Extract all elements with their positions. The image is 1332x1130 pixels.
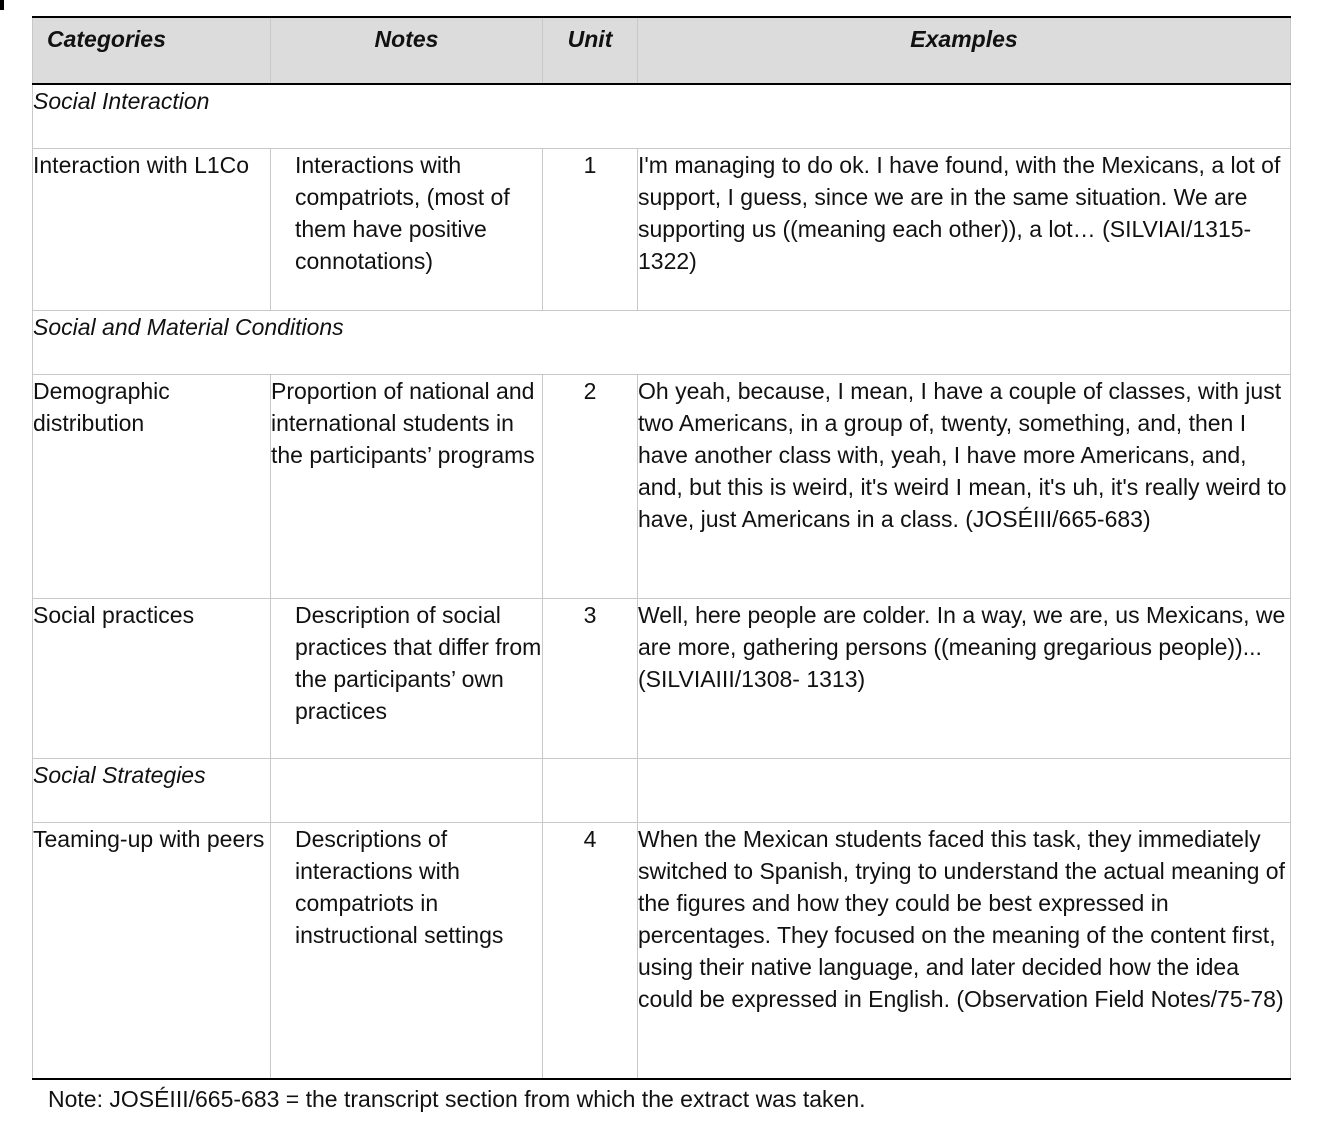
empty-cell	[271, 758, 543, 822]
example-cell: When the Mexican students faced this task, they immediately switched to Spanish, trying to understand the actual meaning of the figures and how they could be best expressed in percentages. They focused on the meaning of the content first, using their native language, and later decided how the idea could be expressed in English. (Observation Field Notes/75-78)	[638, 822, 1291, 1079]
table-row	[33, 822, 1291, 1079]
example-cell: Well, here people are colder. In a way, we are, us Mexicans, we are more, gathering persons ((meaning gregarious people))... (SILVIAIII/1308- 1313)	[638, 598, 1291, 758]
section-row-social-interaction	[33, 84, 1291, 148]
table-row	[33, 374, 1291, 598]
notes-cell: Proportion of national and international students in the participants’ programs	[271, 374, 543, 598]
category-cell: Demographic distribution	[33, 374, 271, 598]
category-cell: Interaction with L1Co	[33, 148, 271, 310]
notes-cell: Interactions with compatriots, (most of them have positive connotations)	[271, 148, 543, 310]
section-title: Social Interaction	[33, 84, 1291, 148]
header-notes: Notes	[271, 17, 543, 84]
empty-cell	[543, 758, 638, 822]
unit-cell: 1	[543, 148, 638, 310]
header-unit: Unit	[543, 17, 638, 84]
unit-cell: 3	[543, 598, 638, 758]
example-cell: Oh yeah, because, I mean, I have a couple of classes, with just two Americans, in a group of, twenty, something, and, then I have another class with, yeah, I have more Americans, and, and, but this is weird, it's weird I mean, it's uh, it's really weird to have, just Americans in a class. (JOSÉIII/665-683)	[638, 374, 1291, 598]
header-categories: Categories	[33, 17, 271, 84]
section-row-social-strategies	[33, 758, 1291, 822]
empty-cell	[638, 758, 1291, 822]
coding-table	[32, 16, 1291, 1080]
notes-cell: Description of social practices that differ from the participants’ own practices	[271, 598, 543, 758]
table-footnote: Note: JOSÉIII/665-683 = the transcript section from which the extract was taken.	[48, 1086, 866, 1112]
example-cell: I'm managing to do ok. I have found, with the Mexicans, a lot of support, I guess, since we are in the same situation. We are supporting us ((meaning each other)), a lot… (SILVIAI/1315-1322)	[638, 148, 1291, 310]
notes-cell: Descriptions of interactions with compatriots in instructional settings	[271, 822, 543, 1079]
category-cell: Teaming-up with peers	[33, 822, 271, 1079]
category-cell: Social practices	[33, 598, 271, 758]
section-title: Social Strategies	[33, 758, 271, 822]
table-row	[33, 148, 1291, 310]
section-title: Social and Material Conditions	[33, 310, 1291, 374]
header-row	[33, 17, 1291, 84]
unit-cell: 2	[543, 374, 638, 598]
table-row	[33, 598, 1291, 758]
unit-cell: 4	[543, 822, 638, 1079]
section-row-social-material-conditions	[33, 310, 1291, 374]
header-examples: Examples	[638, 17, 1291, 84]
corner-mark	[0, 0, 4, 10]
